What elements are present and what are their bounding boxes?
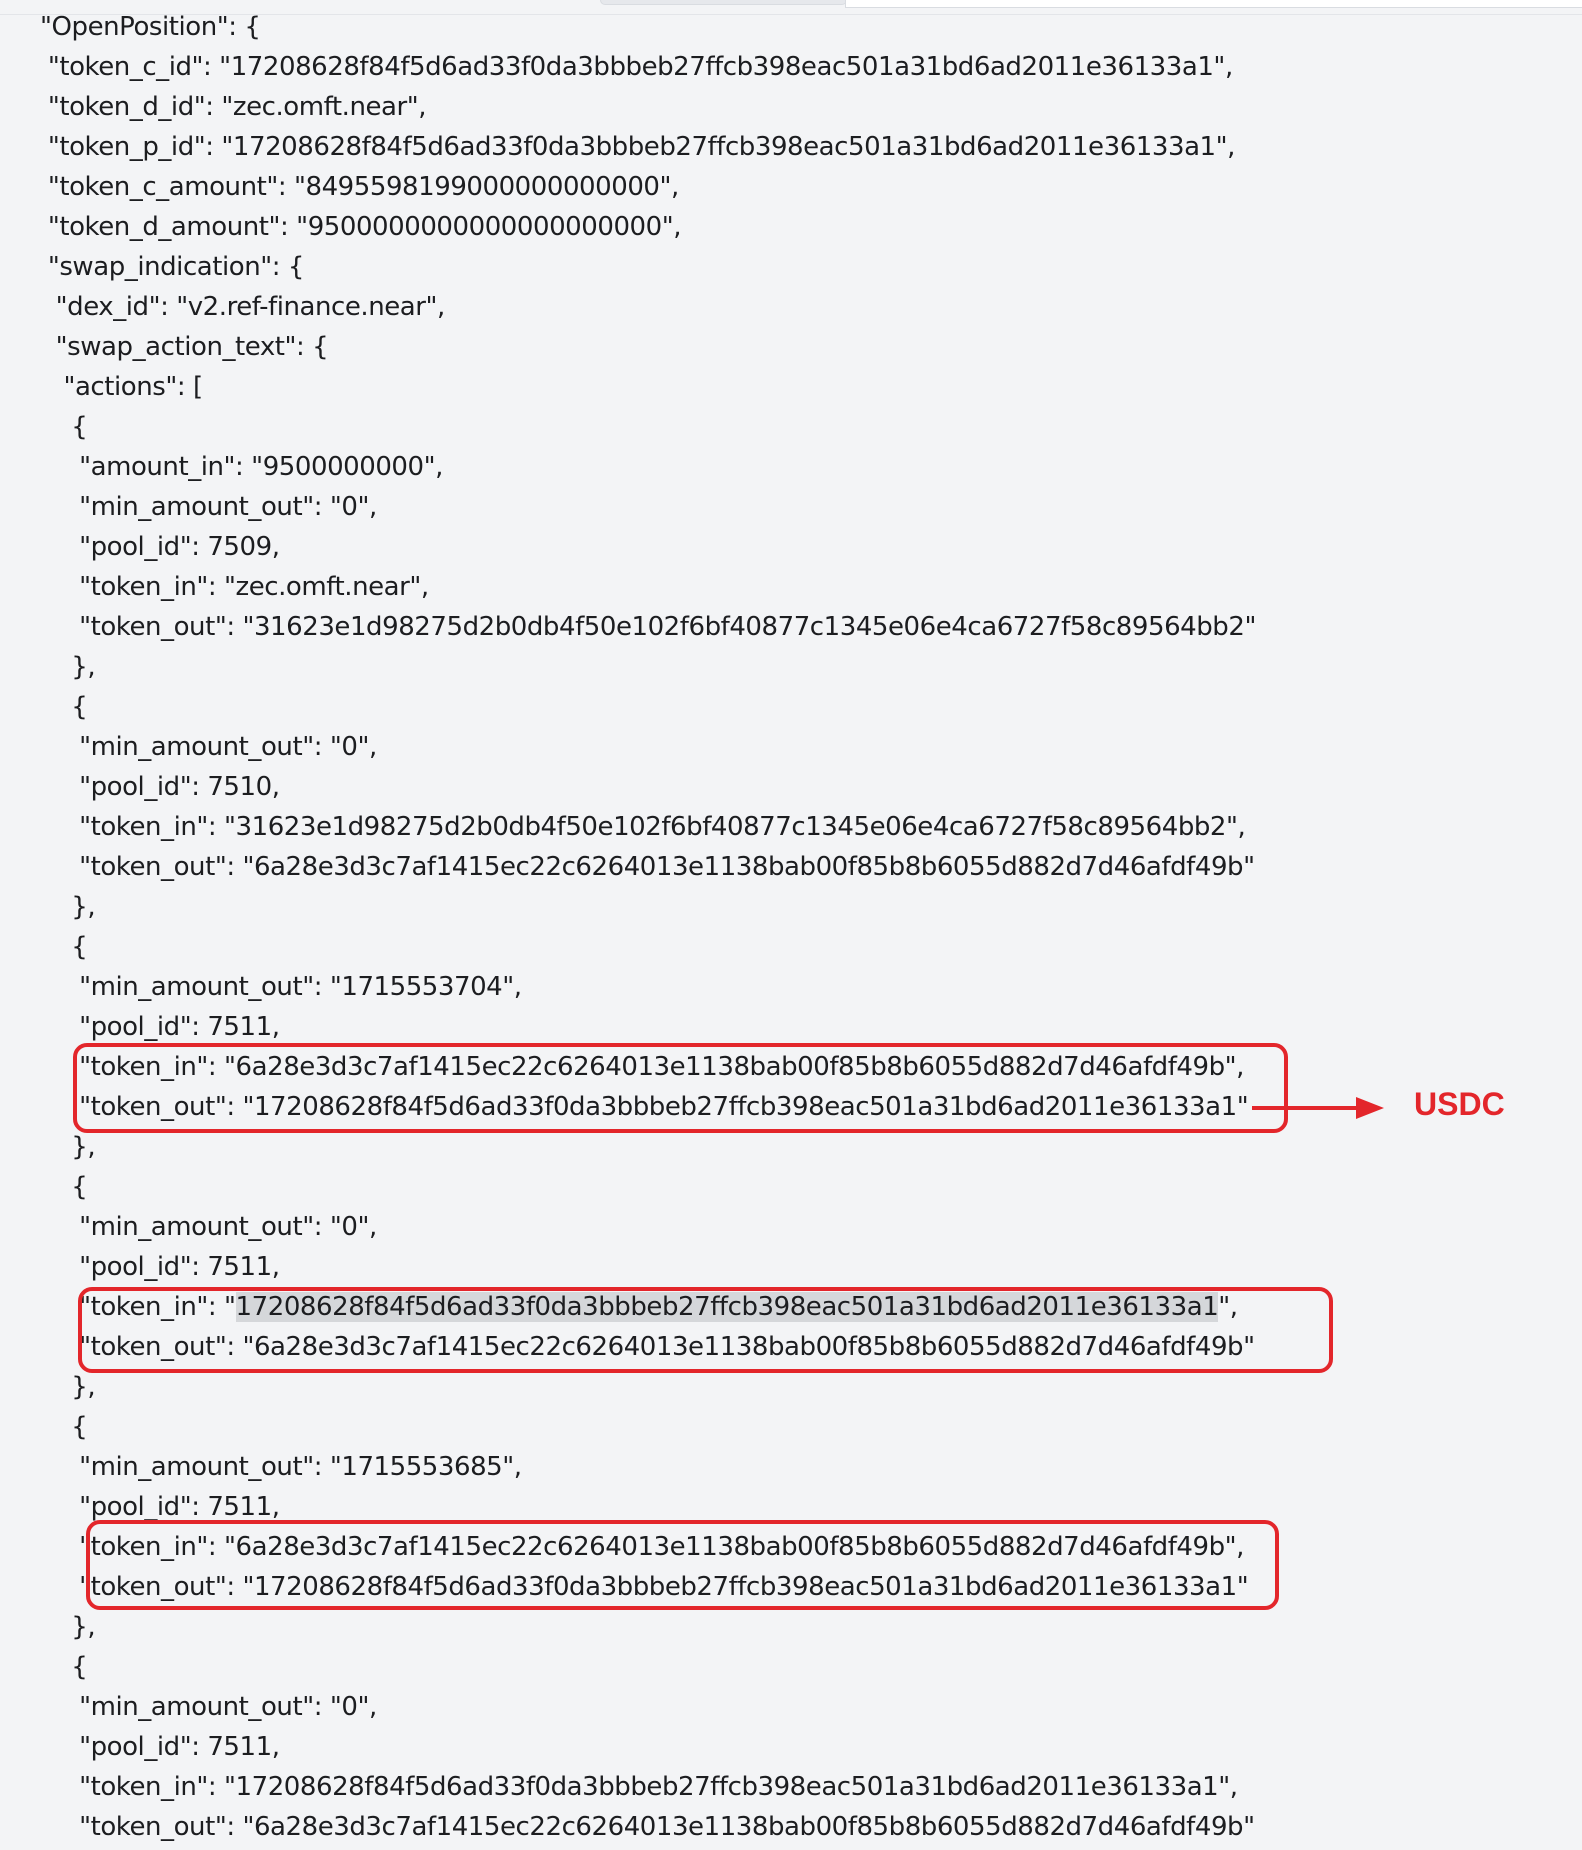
code-line: "dex_id": "v2.ref-finance.near", <box>40 292 445 322</box>
code-line: }, <box>40 652 96 682</box>
code-line: }, <box>40 892 96 922</box>
highlight-box-swap-2 <box>78 1287 1333 1373</box>
arrow-line <box>1252 1106 1358 1110</box>
code-line: "pool_id": 7511, <box>40 1732 280 1762</box>
code-line: "min_amount_out": "0", <box>40 492 377 522</box>
code-line: { <box>40 692 88 722</box>
code-line: "pool_id": 7510, <box>40 772 280 802</box>
code-line: "token_out": "6a28e3d3c7af1415ec22c6264013e1138bab00f85b8b6055d882d7d46afdf49b" <box>40 852 1255 882</box>
code-line: "swap_indication": { <box>40 252 305 282</box>
code-text: "token_in": " <box>40 1292 236 1322</box>
code-line: { <box>40 412 88 442</box>
code-line: "min_amount_out": "1715553704", <box>40 972 522 1002</box>
code-line: "token_c_id": "17208628f84f5d6ad33f0da3bbbeb27ffcb398eac501a31bd6ad2011e36133a1", <box>40 52 1233 82</box>
code-line: "token_out": "17208628f84f5d6ad33f0da3bbbeb27ffcb398eac501a31bd6ad2011e36133a1" <box>40 1572 1249 1602</box>
code-line: "token_in": "zec.omft.near", <box>40 572 429 602</box>
code-line: "pool_id": 7511, <box>40 1492 280 1522</box>
code-line: "token_d_id": "zec.omft.near", <box>40 92 427 122</box>
code-line: "token_in": "6a28e3d3c7af1415ec22c6264013e1138bab00f85b8b6055d882d7d46afdf49b", <box>40 1532 1244 1562</box>
code-line: }, <box>40 1372 96 1402</box>
code-line: "pool_id": 7511, <box>40 1252 280 1282</box>
code-line: { <box>40 1412 88 1442</box>
code-line: "min_amount_out": "0", <box>40 1212 377 1242</box>
code-line: "OpenPosition": { <box>40 12 261 42</box>
highlight-box-swap-3 <box>86 1520 1279 1610</box>
code-line: }, <box>40 1132 96 1162</box>
highlight-box-swap-1 <box>73 1043 1288 1133</box>
text-selection[interactable]: 17208628f84f5d6ad33f0da3bbbeb27ffcb398eac501a31bd6ad2011e36133a1 <box>235 1292 1219 1322</box>
code-line: { <box>40 1652 88 1682</box>
code-line: "min_amount_out": "1715553685", <box>40 1452 522 1482</box>
code-line: "pool_id": 7509, <box>40 532 280 562</box>
code-line: "token_out": "17208628f84f5d6ad33f0da3bbbeb27ffcb398eac501a31bd6ad2011e36133a1" <box>40 1092 1249 1122</box>
code-line: "min_amount_out": "0", <box>40 732 377 762</box>
code-line: }, <box>40 1612 96 1642</box>
code-line: "actions": [ <box>40 372 203 402</box>
code-line: { <box>40 1172 88 1202</box>
code-line: "token_c_amount": "8495598199000000000000", <box>40 172 679 202</box>
code-line: "min_amount_out": "0", <box>40 1692 377 1722</box>
code-line: "token_out": "31623e1d98275d2b0db4f50e102f6bf40877c1345e06e4ca6727f58c89564bb2" <box>40 612 1256 642</box>
code-text: ", <box>1218 1292 1238 1322</box>
code-line: "token_out": "6a28e3d3c7af1415ec22c6264013e1138bab00f85b8b6055d882d7d46afdf49b" <box>40 1812 1255 1842</box>
code-line: "token_d_amount": "9500000000000000000000", <box>40 212 682 242</box>
usdc-annotation-label: USDC <box>1414 1086 1505 1122</box>
code-line: "token_p_id": "17208628f84f5d6ad33f0da3bbbeb27ffcb398eac501a31bd6ad2011e36133a1", <box>40 132 1235 162</box>
code-line: "token_in": "17208628f84f5d6ad33f0da3bbbeb27ffcb398eac501a31bd6ad2011e36133a1", <box>40 1772 1238 1802</box>
code-line: "token_out": "6a28e3d3c7af1415ec22c6264013e1138bab00f85b8b6055d882d7d46afdf49b" <box>40 1332 1255 1362</box>
code-line: "swap_action_text": { <box>40 332 329 362</box>
code-line: "pool_id": 7511, <box>40 1012 280 1042</box>
code-line: "token_in": "6a28e3d3c7af1415ec22c6264013e1138bab00f85b8b6055d882d7d46afdf49b", <box>40 1052 1244 1082</box>
arrow-right-icon <box>1356 1097 1384 1119</box>
code-line: "amount_in": "9500000000", <box>40 452 443 482</box>
code-line: "token_in": "31623e1d98275d2b0db4f50e102f6bf40877c1345e06e4ca6727f58c89564bb2", <box>40 812 1246 842</box>
code-line: { <box>40 932 88 962</box>
